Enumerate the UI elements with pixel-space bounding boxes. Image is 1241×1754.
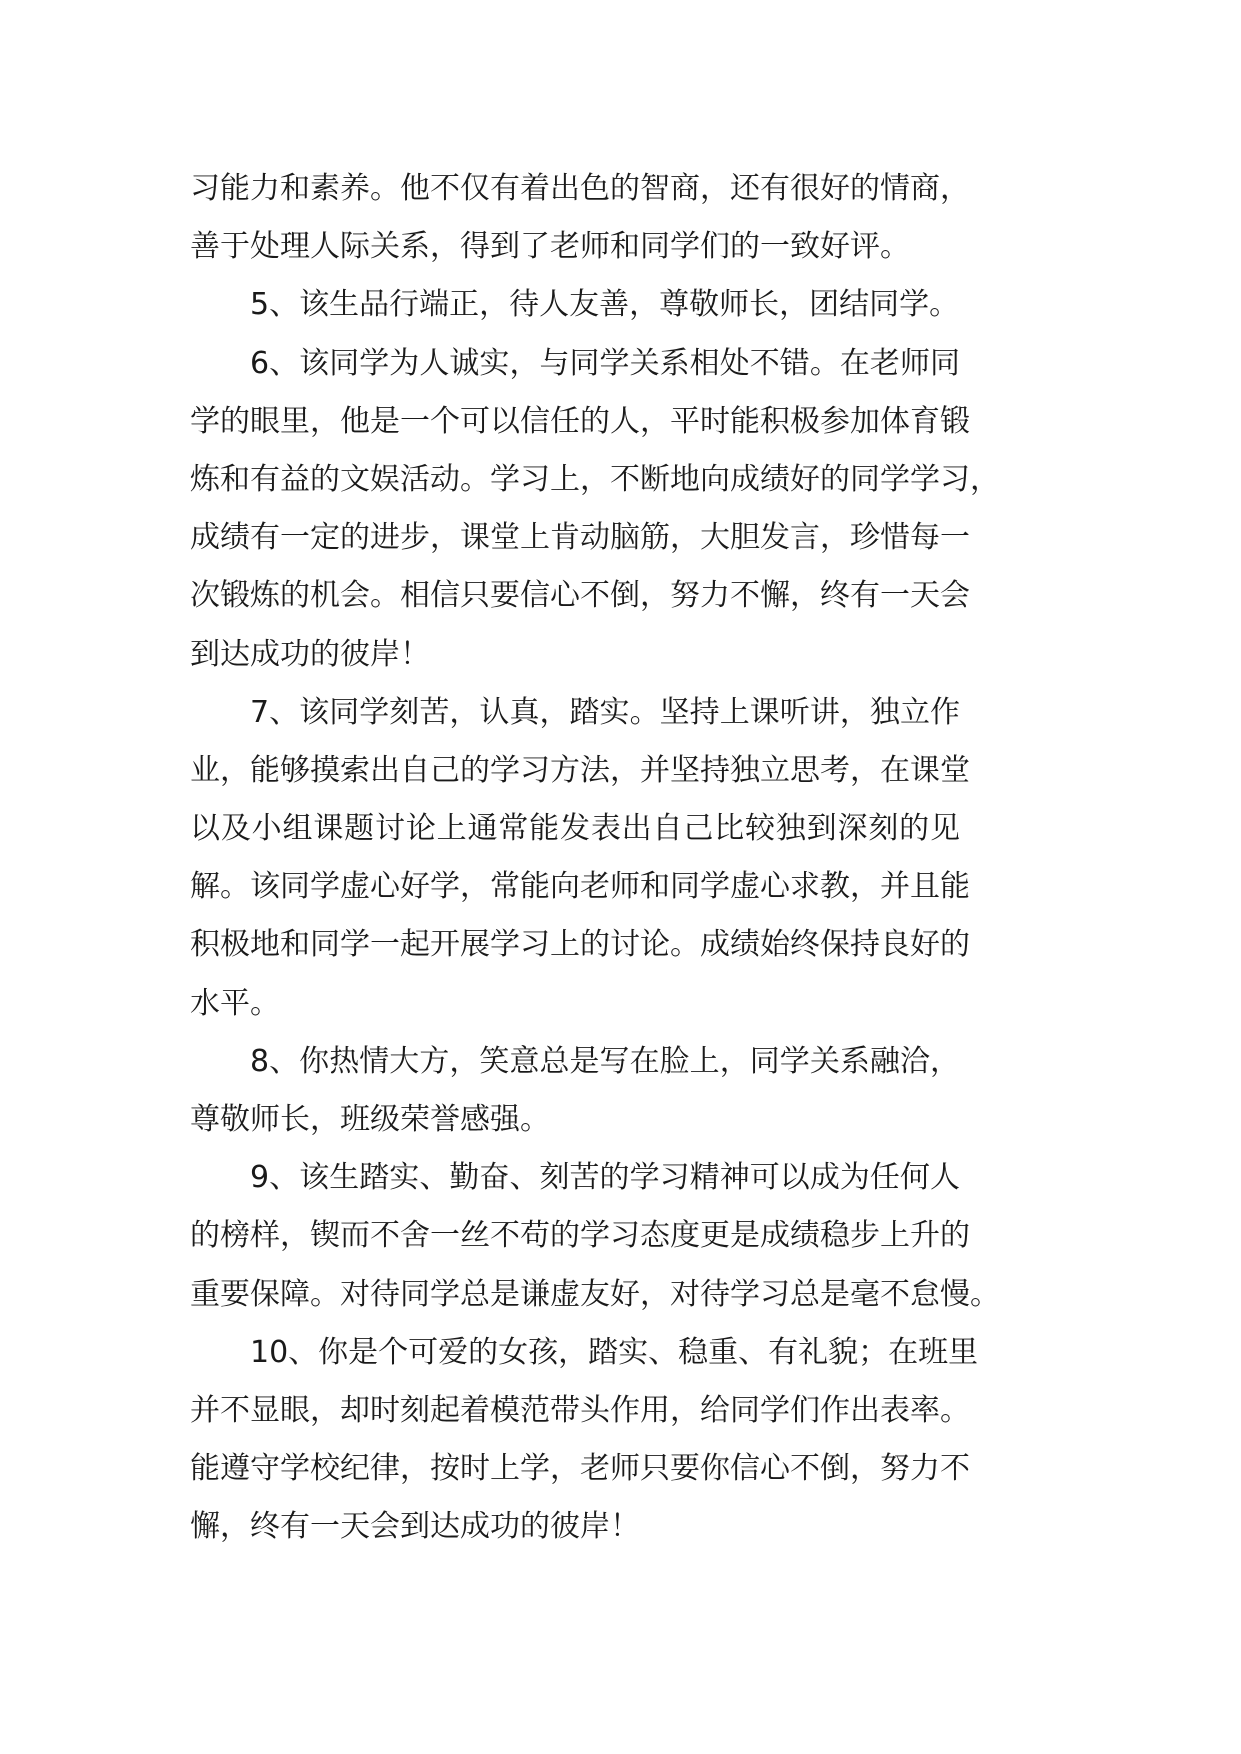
text-line: 水平。	[190, 985, 280, 1021]
text-line: 业，能够摸索出自己的学习方法，并坚持独立思考，在课堂	[190, 752, 970, 788]
text-line: 能遵守学校纪律，按时上学，老师只要你信心不倒，努力不	[190, 1451, 970, 1487]
text-line: 积极地和同学一起开展学习上的讨论。成绩始终保持良好的	[190, 927, 970, 963]
text-line: 以及小组课题讨论上通常能发表出自己比较独到深刻的见	[190, 811, 960, 847]
text-line: 7、该同学刻苦，认真，踏实。坚持上课听讲，独立作	[250, 694, 960, 730]
text-line: 重要保障。对待同学总是谦虚友好，对待学习总是毫不怠慢。	[190, 1276, 1000, 1312]
text-line: 10、你是个可爱的女孩，踏实、稳重、有礼貌；在班里	[250, 1334, 979, 1370]
text-line: 炼和有益的文娱活动。学习上，不断地向成绩好的同学学习，	[190, 461, 1000, 497]
text-line: 善于处理人际关系，得到了老师和同学们的一致好评。	[190, 229, 910, 265]
text-line: 8、你热情大方，笑意总是写在脸上，同学关系融洽，	[250, 1043, 960, 1079]
text-line: 学的眼里，他是一个可以信任的人，平时能积极参加体育锻	[190, 403, 970, 439]
document-body	[190, 160, 1000, 1557]
text-line: 5、该生品行端正，待人友善，尊敬师长，团结同学。	[250, 287, 960, 323]
text-line: 的榜样，锲而不舍一丝不苟的学习态度更是成绩稳步上升的	[190, 1218, 970, 1254]
text-line: 并不显眼，却时刻起着模范带头作用，给同学们作出表率。	[190, 1392, 970, 1428]
text-line: 成绩有一定的进步，课堂上肯动脑筋，大胆发言，珍惜每一	[190, 520, 970, 556]
text-line: 懈，终有一天会到达成功的彼岸！	[190, 1509, 640, 1545]
text-line: 9、该生踏实、勤奋、刻苦的学习精神可以成为任何人	[250, 1160, 960, 1196]
text-line: 解。该同学虚心好学，常能向老师和同学虚心求教，并且能	[190, 869, 970, 905]
text-line: 6、该同学为人诚实，与同学关系相处不错。在老师同	[250, 345, 960, 381]
text-line: 次锻炼的机会。相信只要信心不倒，努力不懈，终有一天会	[190, 578, 970, 614]
text-line: 尊敬师长，班级荣誉感强。	[190, 1102, 550, 1137]
text-line: 习能力和素养。他不仅有着出色的智商，还有很好的情商，	[190, 171, 970, 206]
text-line: 到达成功的彼岸！	[190, 636, 430, 672]
